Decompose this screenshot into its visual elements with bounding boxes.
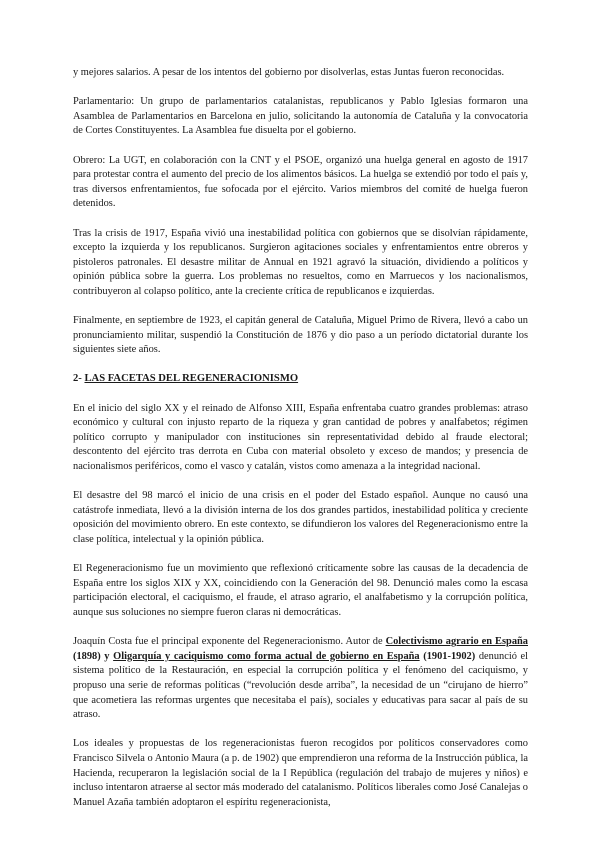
costa-intro: Joaquín Costa fue el principal exponente del Regeneracionismo. Autor de: [73, 636, 386, 648]
paragraph-crisis-1917: Tras la crisis de 1917, España vivió una inestabilidad política con gobiernos que se disolvían rápidamente, excepto la izquierda y los republicanos. Surgieron agitaciones sociales y enfrentamientos entre obreros y pistoleros patronales. El desastre militar de Annual en 1921 agravó la situación, dividiendo a políticos y opinión pública sobre la guerra. Los problemas no resueltos, como en Marruecos y los nacionalismos, contribuyeron al colapso político, ante la creciente crítica de republicanos e izquierdas.: [73, 227, 528, 297]
costa-rest: denunció el sistema político de la Restauración, en especial la corrupción política y el fenómeno del caciquismo, y propuso una serie de reformas políticas (“revolución desde arriba”, la necesidad de un “cirujano de hierro” que acometiera las reformas urgentes que necesitaba el país), sociales y educativas para sacar al país de su atraso.: [73, 650, 529, 721]
section-heading: [73, 372, 528, 387]
paragraph-regeneracionismo-definicion: El Regeneracionismo fue un movimiento que reflexionó críticamente sobre las causas de la decadencia de España entre los siglos XIX y XX, coincidiendo con la Generación del 98. Denunció males como la escasa participación electoral, el caciquismo, el fraude, el atraso agrario, el analfabetismo y la corrupción política, aunque sus soluciones no siempre fueron claras ni democráticas.: [73, 563, 528, 618]
book-year-1901: (1901-1902): [419, 650, 476, 662]
paragraph-juntas-end: y mejores salarios. A pesar de los intentos del gobierno por disolverlas, estas Juntas fueron reconocidas.: [73, 67, 505, 78]
paragraph-desastre-98: El desastre del 98 marcó el inicio de una crisis en el poder del Estado español. Aunque no causó una catástrofe inmediata, llevó a la división interna de los dos grandes partidos, inestabilidad política y creciente oposición del movimiento obrero. En este contexto, se difundieron los valores del Regeneracionismo entre la clase política, intelectual y la opinión pública.: [73, 490, 528, 545]
paragraph-ideales-regeneracionistas: Los ideales y propuestas de los regeneracionistas fueron recogidos por políticos conservadores como Francisco Silvela o Antonio Maura (a p. de 1902) que emprendieron una reforma de la Instrucción pública, la Hacienda, recuperaron la legislación social de la I República (regulación del trabajo de mujeres y niños) e incluso intentaron atraerse al sector más moderado del catalanismo. Políticos liberales como José Canalejas o Manuel Azaña también adoptaron el espíritu regeneracionista,: [73, 738, 528, 808]
section-title: LAS FACETAS DEL REGENERACIONISMO: [84, 373, 299, 385]
book-title-oligarquia: Oligarquía y caciquismo como forma actual de gobierno en España: [113, 650, 420, 662]
book-title-colectivismo: Colectivismo agrario en España: [385, 636, 528, 648]
paragraph-cuatro-problemas: En el inicio del siglo XX y el reinado de Alfonso XIII, España enfrentaba cuatro grandes problemas: atraso económico y cultural con injusto reparto de la riqueza y gran cantidad de pobres y analfabetos; régimen político corrupto y manipulador con instituciones sin representatividad debido al fraude electoral; descontento del ejército tras derrota en Cuba con material obsoleto y exceso de mandos; y presencia de nacionalismos periféricos, como el vasco y catalán, vistos como amenaza a la integridad nacional.: [73, 402, 528, 473]
section-number: 2-: [73, 373, 85, 385]
book-year-1898: (1898) y: [73, 650, 114, 662]
paragraph-obrero: Obrero: La UGT, en colaboración con la CNT y el PSOE, organizó una huelga general en agosto de 1917 para protestar contra el aumento del precio de los alimentos básicos. La huelga se extendió por todo el país y, tras diversos enfrentamientos, fue sofocada por el ejército. Varios miembros del comité de huelga fueron detenidos.: [73, 154, 528, 210]
paragraph-parlamentario: Parlamentario: Un grupo de parlamentarios catalanistas, republicanos y Pablo Iglesias formaron una Asamblea de Parlamentarios en Barcelona en julio, solicitando la autonomía de Cataluña y la convocatoria de Cortes Constituyentes. La Asamblea fue disuelta por el gobierno.: [73, 96, 528, 137]
paragraph-primo-de-rivera: Finalmente, en septiembre de 1923, el capitán general de Cataluña, Miguel Primo de Rivera, llevó a cabo un pronunciamiento militar, suspendió la Constitución de 1876 y dio paso a un período dictatorial durante los siguientes siete años.: [73, 315, 528, 356]
document-body: [73, 66, 528, 825]
paragraph-joaquin-costa: [73, 635, 528, 723]
